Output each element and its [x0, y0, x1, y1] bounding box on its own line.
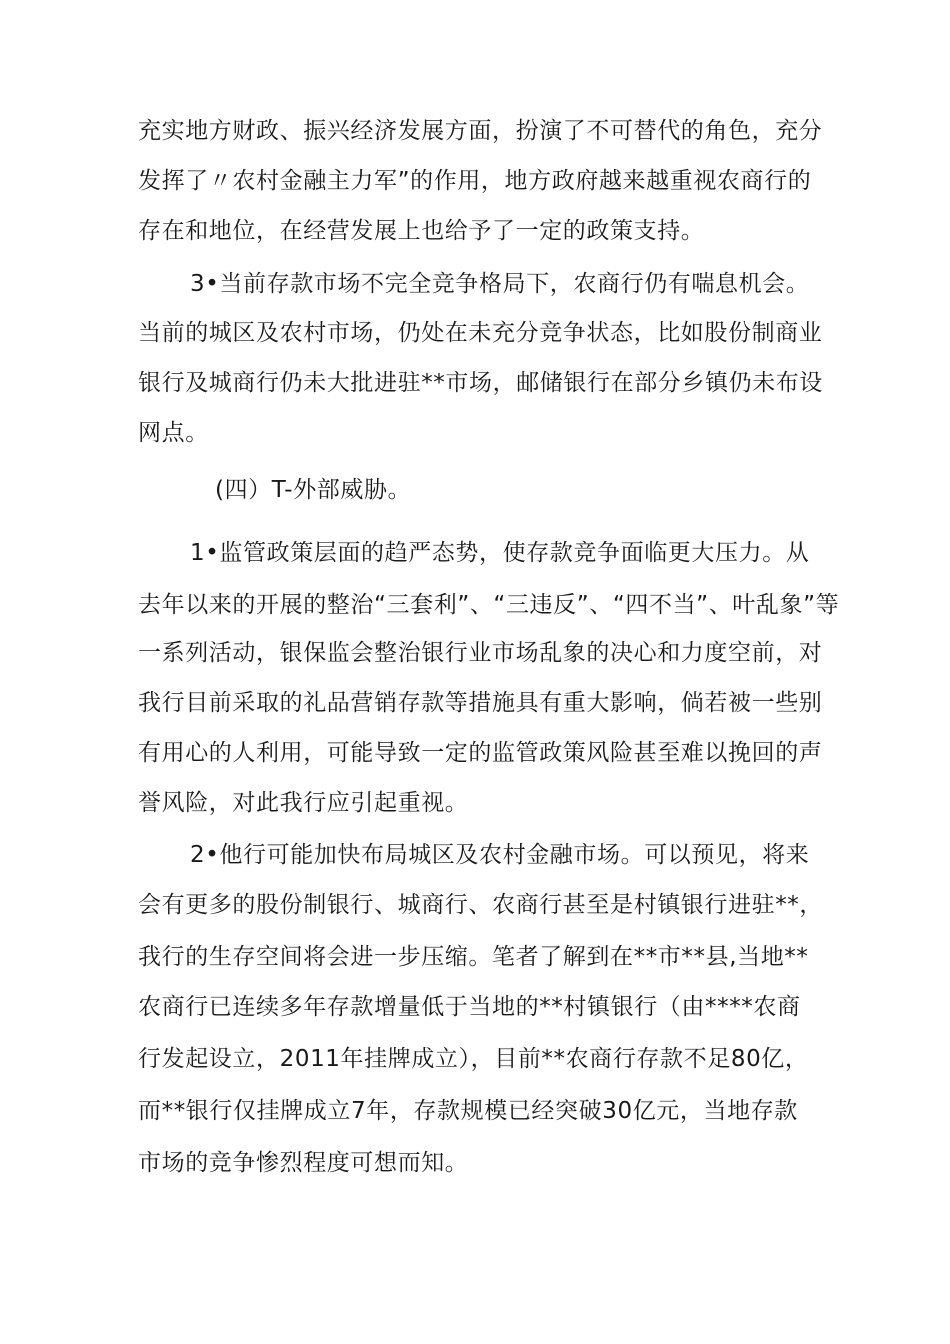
paragraph-line: 一系列活动，银保监会整治银行业市场乱象的决心和力度空前，对: [138, 640, 823, 666]
paragraph-line: 我行目前采取的礼品营销存款等措施具有重大影响，倘若被一些别: [138, 690, 823, 716]
paragraph-line: 农商行已连续多年存款增量低于当地的**村镇银行（由****农商: [138, 994, 801, 1020]
paragraph-line: 网点。: [138, 420, 209, 446]
paragraph-line: 去年以来的开展的整治“三套利”、“三违反”、“四不当”、叶乱象”等: [138, 592, 840, 618]
paragraph-line: 誉风险，对此我行应引起重视。: [138, 790, 469, 816]
paragraph-line: 而**银行仅挂牌成立7年，存款规模已经突破30亿元，当地存款: [138, 1098, 798, 1124]
paragraph-line: 会有更多的股份制银行、城商行、农商行甚至是村镇银行进驻**，: [138, 892, 823, 918]
paragraph-line: 行发起设立，2011年挂牌成立），目前**农商行存款不足80亿，: [138, 1046, 809, 1072]
paragraph-line: 充实地方财政、振兴经济发展方面，扮演了不可替代的角色，充分: [138, 118, 823, 144]
paragraph-line: 银行及城商行仍未大批进驻**市场，邮储银行在部分乡镇仍未布设: [138, 370, 823, 396]
paragraph-line: 市场的竞争惨烈程度可想而知。: [138, 1150, 469, 1176]
paragraph-line: 我行的生存空间将会进一步压缩。笔者了解到在**市**县,当地**: [138, 944, 809, 970]
paragraph-line: 当前的城区及农村市场，仍处在未充分竞争状态，比如股份制商业: [138, 320, 823, 346]
paragraph-line: 2•他行可能加快布局城区及农村金融市场。可以预见，将来: [190, 842, 810, 868]
paragraph-line: 3•当前存款市场不完全竞争格局下，农商行仍有喘息机会。: [190, 271, 810, 297]
paragraph-line: 1•监管政策层面的趋严态势，使存款竞争面临更大压力。从: [190, 540, 810, 566]
paragraph-line: 发挥了〃农村金融主力军”的作用，地方政府越来越重视农商行的: [138, 168, 812, 194]
section-heading: (四）T-外部威胁。: [215, 477, 412, 503]
paragraph-line: 存在和地位，在经营发展上也给予了一定的政策支持。: [138, 218, 705, 244]
paragraph-line: 有用心的人利用，可能导致一定的监管政策风险甚至难以挽回的声: [138, 740, 823, 766]
